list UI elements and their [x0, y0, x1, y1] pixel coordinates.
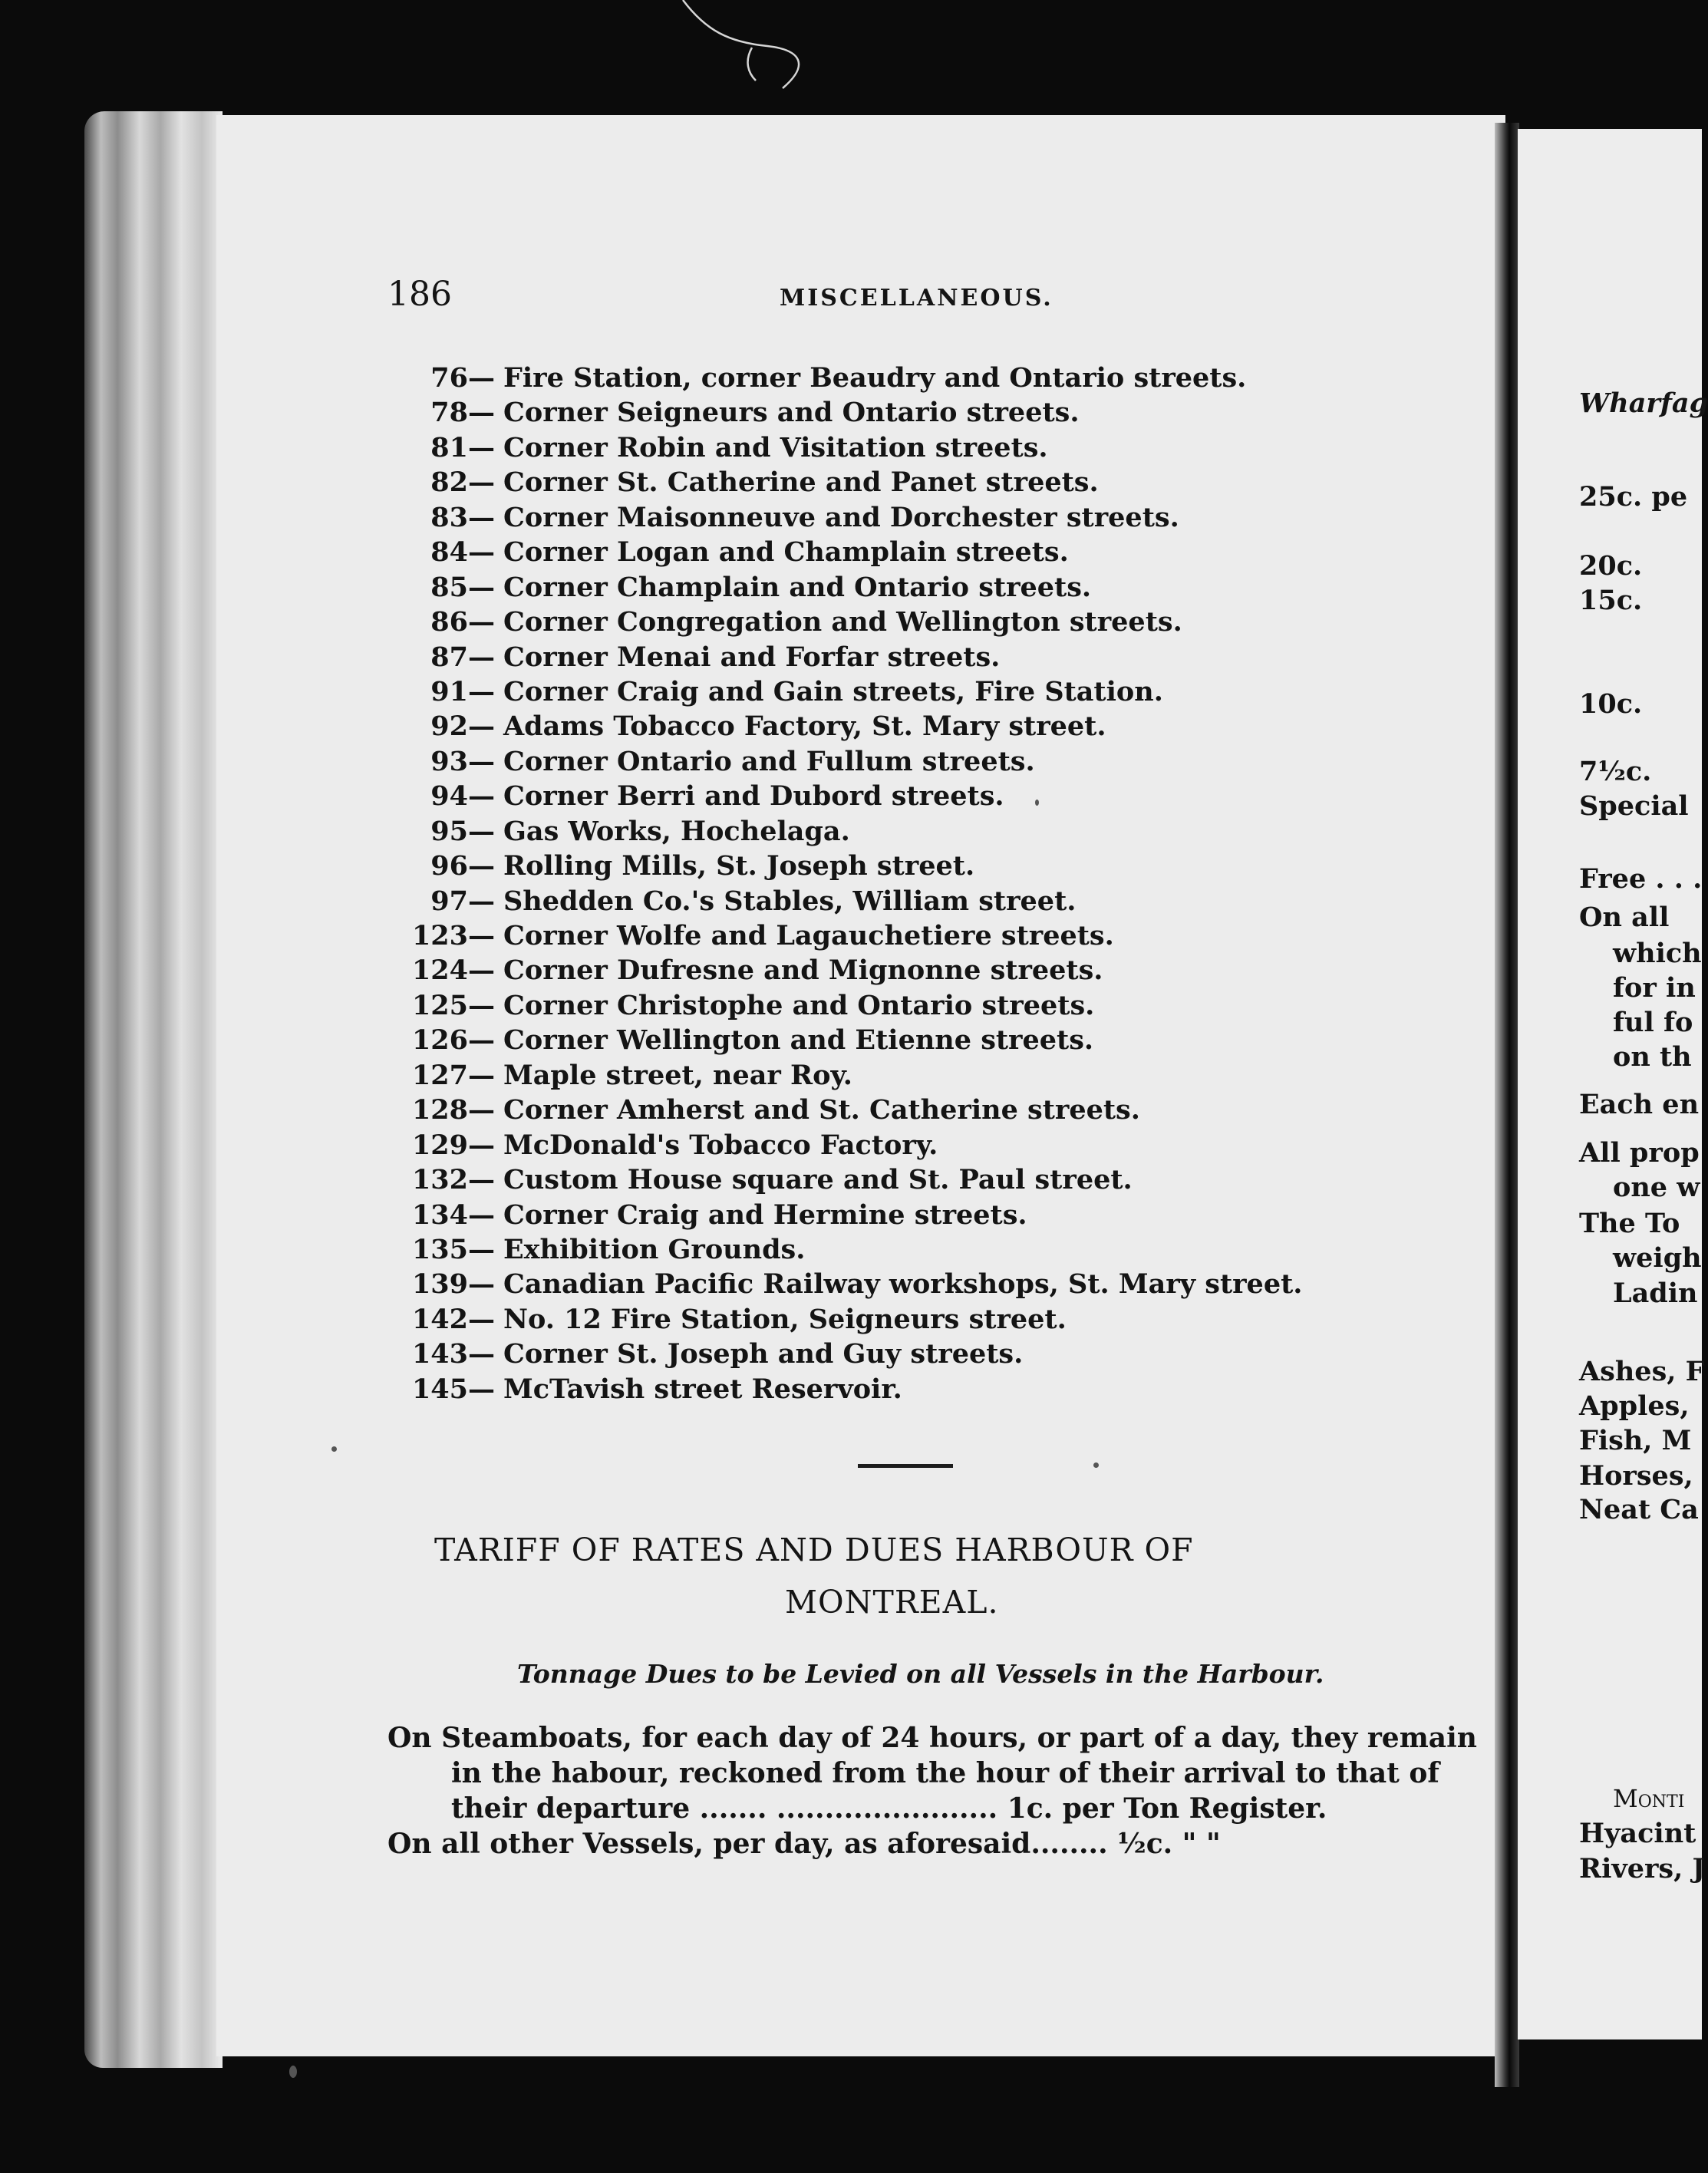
box-location: Corner St. Catherine and Panet streets. — [503, 467, 1099, 499]
list-item — [384, 1093, 1302, 1127]
list-item — [384, 918, 1302, 953]
box-number: 127 — [411, 1059, 468, 1091]
box-number: 142 — [411, 1303, 468, 1335]
em-dash: — — [468, 885, 495, 917]
page-edges — [84, 111, 223, 2068]
list-item — [384, 1337, 1302, 1371]
em-dash: — — [468, 745, 495, 777]
em-dash: — — [468, 1024, 495, 1057]
box-location: Canadian Pacific Railway workshops, St. Mary street. — [503, 1268, 1303, 1301]
box-location: Shedden Co.'s Stables, William street. — [503, 885, 1077, 917]
right-page-fragment: Monti — [1613, 1784, 1685, 1813]
box-number: 132 — [411, 1164, 468, 1196]
fire-alarm-box-list — [384, 361, 1302, 1406]
box-number: 129 — [411, 1129, 468, 1161]
box-location: McTavish street Reservoir. — [503, 1373, 902, 1405]
right-page-fragment: Each en — [1579, 1089, 1700, 1120]
em-dash: — — [468, 501, 495, 533]
right-page-fragment: 20c. — [1579, 550, 1643, 582]
box-location: Fire Station, corner Beaudry and Ontario streets. — [503, 362, 1247, 394]
box-location: Corner Christophe and Ontario streets. — [503, 989, 1095, 1021]
scan-speck — [289, 2066, 297, 2078]
right-page-fragment: 7½c. — [1579, 756, 1652, 787]
right-page-fragment: ful fo — [1613, 1007, 1693, 1038]
box-number: 143 — [411, 1338, 468, 1370]
list-item — [384, 814, 1302, 849]
box-location: Corner Ontario and Fullum streets. — [503, 745, 1035, 777]
em-dash: — — [468, 1233, 495, 1265]
box-number: 124 — [411, 955, 468, 987]
box-location: Adams Tobacco Factory, St. Mary street. — [503, 711, 1106, 743]
right-page-fragment: 10c. — [1579, 688, 1643, 720]
box-number: 135 — [411, 1233, 468, 1265]
em-dash: — — [468, 1373, 495, 1405]
em-dash: — — [468, 711, 495, 743]
list-item — [384, 1198, 1302, 1232]
other-vessels-rate: On all other Vessels, per day, as aforesaid........ ½c. " " — [387, 1828, 1221, 1860]
section-divider — [858, 1464, 953, 1468]
em-dash: — — [468, 536, 495, 569]
list-item — [384, 1128, 1302, 1162]
box-number: 83 — [430, 501, 468, 533]
running-head: MISCELLANEOUS. — [780, 285, 1053, 312]
box-number: 125 — [411, 989, 468, 1021]
right-page-fragment: for in — [1613, 972, 1696, 1004]
box-number: 82 — [430, 467, 468, 499]
box-number: 86 — [430, 606, 468, 638]
right-page-fragment: Ashes, F — [1579, 1356, 1705, 1387]
em-dash: — — [468, 920, 495, 951]
box-location: No. 12 Fire Station, Seigneurs street. — [503, 1303, 1067, 1335]
box-location: Corner Seigneurs and Ontario streets. — [503, 397, 1080, 429]
box-location: Corner Berri and Dubord streets. — [503, 780, 1004, 813]
em-dash: — — [468, 1303, 495, 1335]
box-number: 76 — [430, 362, 468, 394]
em-dash: — — [468, 362, 495, 394]
box-number: 145 — [411, 1373, 468, 1405]
em-dash: — — [468, 1129, 495, 1161]
tariff-subtitle: Tonnage Dues to be Levied on all Vessels in the Harbour. — [517, 1659, 1324, 1689]
list-item — [384, 674, 1302, 709]
right-page-fragment: which — [1613, 938, 1702, 969]
em-dash: — — [468, 431, 495, 463]
box-location: Maple street, near Roy. — [503, 1059, 852, 1091]
em-dash: — — [468, 1164, 495, 1196]
box-location: Corner Congregation and Wellington streets. — [503, 606, 1182, 638]
tariff-title-line1: TARIFF OF RATES AND DUES HARBOUR OF — [434, 1532, 1194, 1568]
steamboat-rate-line2: in the habour, reckoned from the hour of their arrival to that of — [451, 1757, 1439, 1789]
em-dash: — — [468, 606, 495, 638]
right-page-fragment: one w — [1613, 1172, 1700, 1203]
box-number: 84 — [430, 536, 468, 569]
list-item — [384, 1162, 1302, 1197]
box-location: Corner Logan and Champlain streets. — [503, 536, 1069, 569]
em-dash: — — [468, 1268, 495, 1301]
box-number: 97 — [430, 885, 468, 917]
em-dash: — — [468, 641, 495, 673]
box-location: Corner Craig and Hermine streets. — [503, 1199, 1027, 1231]
right-page-fragment: Neat Ca — [1579, 1494, 1699, 1525]
list-item — [384, 1302, 1302, 1337]
thread-artifact — [675, 0, 859, 100]
right-page-fragment: Fish, M — [1579, 1425, 1692, 1456]
list-item — [384, 570, 1302, 605]
right-page-fragment: on th — [1613, 1041, 1692, 1073]
list-item — [384, 953, 1302, 988]
list-item — [384, 779, 1302, 813]
box-number: 139 — [411, 1268, 468, 1301]
steamboat-rate-line3: their departure ....... ....................... 1c. per Ton Register. — [451, 1792, 1327, 1825]
right-page-fragment: weigh — [1613, 1242, 1702, 1274]
box-number: 126 — [411, 1024, 468, 1057]
list-item — [384, 1058, 1302, 1093]
em-dash: — — [468, 815, 495, 847]
right-page-fragment: The To — [1579, 1208, 1680, 1239]
em-dash: — — [468, 675, 495, 707]
list-item — [384, 1232, 1302, 1267]
right-page-fragment: Horses, — [1579, 1460, 1693, 1492]
scan-speck — [331, 1446, 337, 1452]
page-number: 186 — [387, 275, 452, 314]
em-dash: — — [468, 1094, 495, 1126]
box-location: McDonald's Tobacco Factory. — [503, 1129, 938, 1161]
box-number: 93 — [430, 745, 468, 777]
scan-speck — [1035, 800, 1039, 806]
box-location: Custom House square and St. Paul street. — [503, 1164, 1133, 1196]
em-dash: — — [468, 467, 495, 499]
right-page-fragment: On all — [1579, 902, 1670, 933]
box-location: Corner Maisonneuve and Dorchester streets. — [503, 501, 1179, 533]
box-location: Corner St. Joseph and Guy streets. — [503, 1338, 1024, 1370]
box-number: 87 — [430, 641, 468, 673]
scan-speck — [1093, 1462, 1099, 1468]
box-number: 94 — [430, 780, 468, 813]
list-item — [384, 361, 1302, 395]
list-item — [384, 605, 1302, 639]
em-dash: — — [468, 850, 495, 882]
box-location: Corner Wellington and Etienne streets. — [503, 1024, 1094, 1057]
right-page-fragment: 15c. — [1579, 585, 1643, 616]
list-item — [384, 884, 1302, 918]
box-location: Corner Craig and Gain streets, Fire Station. — [503, 675, 1163, 707]
list-item — [384, 1267, 1302, 1301]
right-page-fragment: All prop — [1579, 1137, 1700, 1169]
em-dash: — — [468, 780, 495, 813]
box-number: 123 — [411, 920, 468, 951]
box-number: 81 — [430, 431, 468, 463]
right-page-fragment: Free . . . — [1579, 863, 1703, 895]
right-page-fragment: 25c. pe — [1579, 481, 1688, 513]
list-item — [384, 988, 1302, 1023]
em-dash: — — [468, 397, 495, 429]
list-item — [384, 430, 1302, 465]
box-location: Corner Menai and Forfar streets. — [503, 641, 1001, 673]
box-location: Corner Dufresne and Mignonne streets. — [503, 955, 1103, 987]
right-page-fragment: Special — [1579, 790, 1689, 822]
book-gutter — [1495, 123, 1519, 2087]
right-page-fragment: Apples, — [1579, 1390, 1690, 1422]
em-dash: — — [468, 955, 495, 987]
box-location: Corner Amherst and St. Catherine streets. — [503, 1094, 1140, 1126]
list-item — [384, 500, 1302, 535]
right-page-fragment: Hyacint — [1579, 1818, 1696, 1849]
right-page-fragment: Wharfag — [1579, 387, 1708, 419]
em-dash: — — [468, 1338, 495, 1370]
list-item — [384, 744, 1302, 779]
em-dash: — — [468, 1059, 495, 1091]
list-item — [384, 1023, 1302, 1057]
steamboat-rate-line1: On Steamboats, for each day of 24 hours, or part of a day, they remain — [387, 1722, 1477, 1754]
list-item — [384, 1372, 1302, 1406]
box-location: Gas Works, Hochelaga. — [503, 815, 850, 847]
list-item — [384, 709, 1302, 744]
tariff-title-line2: MONTREAL. — [785, 1584, 999, 1621]
box-number: 128 — [411, 1094, 468, 1126]
box-number: 91 — [430, 675, 468, 707]
list-item — [384, 465, 1302, 500]
em-dash: — — [468, 571, 495, 603]
box-location: Rolling Mills, St. Joseph street. — [503, 850, 975, 882]
box-location: Corner Robin and Visitation streets. — [503, 431, 1048, 463]
em-dash: — — [468, 1199, 495, 1231]
right-page-fragment: Ladin — [1613, 1278, 1698, 1309]
list-item — [384, 849, 1302, 883]
box-number: 92 — [430, 711, 468, 743]
box-number: 134 — [411, 1199, 468, 1231]
box-location: Exhibition Grounds. — [503, 1233, 806, 1265]
box-number: 85 — [430, 571, 468, 603]
box-number: 95 — [430, 815, 468, 847]
box-location: Corner Wolfe and Lagauchetiere streets. — [503, 920, 1114, 951]
em-dash: — — [468, 989, 495, 1021]
box-number: 96 — [430, 850, 468, 882]
box-number: 78 — [430, 397, 468, 429]
right-page-fragment: Rivers, J — [1579, 1853, 1706, 1884]
list-item — [384, 395, 1302, 430]
box-location: Corner Champlain and Ontario streets. — [503, 571, 1092, 603]
list-item — [384, 535, 1302, 569]
list-item — [384, 640, 1302, 674]
